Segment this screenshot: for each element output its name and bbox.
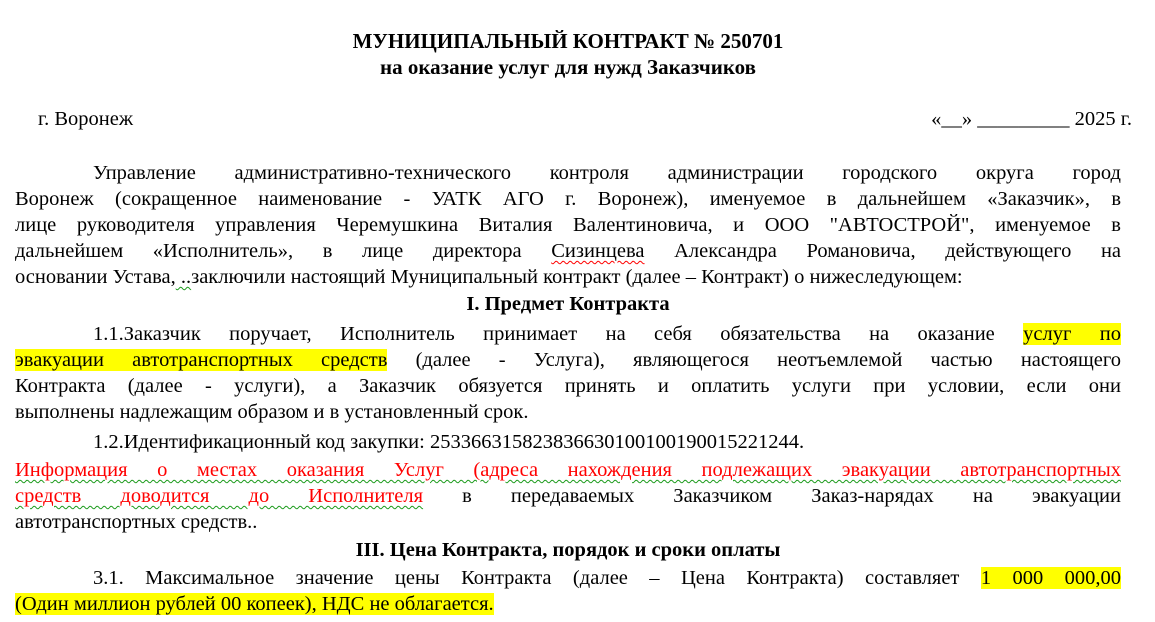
preamble-line-1: Управление административно-технического контроля администрации городского округа город <box>93 162 1121 184</box>
service-location-info-line-2 <box>15 483 1121 509</box>
preamble-line-5 <box>15 264 1125 290</box>
city: г. Воронеж <box>38 108 134 130</box>
preamble-line-4 <box>15 238 1121 264</box>
clause-1-1-line-2 <box>15 347 1121 373</box>
section-3-heading: III. Цена Контракта, порядок и сроки оплаты <box>355 539 781 561</box>
service-location-info-line-3: автотранспортных средств.. <box>15 511 258 533</box>
clause-1-1-text: 1.1.Заказчик поручает, Исполнитель принимает на себя обязательства на оказание <box>93 323 995 345</box>
grammar-flagged-punctuation: .. <box>175 266 192 288</box>
preamble-line-2: Воронеж (сокращенное наименование - УАТК АГО г. Воронеж), именуемое в дальнейшем «Заказчик», в <box>15 188 1121 210</box>
preamble-line-4-part-1: дальнейшем «Исполнитель», в лице директора <box>15 240 522 262</box>
contract-subtitle: на оказание услуг для нужд Заказчиков <box>380 55 756 79</box>
highlighted-service: услуг по <box>1023 323 1122 345</box>
clause-3-1-line-1 <box>93 565 1121 591</box>
section-1-heading: I. Предмет Контракта <box>466 293 670 315</box>
preamble-line-5-part-1: основании Устава, <box>15 266 176 288</box>
service-location-info-line-1-text: Информация о местах оказания Услуг (адреса нахождения подлежащих эвакуации автотранспортных <box>15 459 1121 481</box>
service-location-info-line-2-text: в передаваемых Заказчиком Заказ-нарядах на эвакуации <box>462 485 1122 507</box>
clause-3-1-text: 3.1. Максимальное значение цены Контракта (далее – Цена Контракта) составляет <box>93 567 960 589</box>
service-location-info-line-1 <box>15 457 1121 483</box>
preamble-line-5-part-3: заключили настоящий Муниципальный контракт (далее – Контракт) о нижеследующем: <box>191 266 963 288</box>
spelling-flagged-word: Сизинцева <box>551 240 645 262</box>
clause-1-1-line-3: Контракта (далее - услуги), а Заказчик обязуется принять и оплатить услуги при условии, если они <box>15 375 1121 397</box>
service-location-info-line-2-red: средств доводится до Исполнителя <box>15 485 424 507</box>
highlighted-service-cont: эвакуации автотранспортных средств <box>15 349 388 371</box>
clause-1-1-line-4: выполнены надлежащим образом и в установленный срок. <box>15 401 529 423</box>
preamble-line-4-part-3: Александра Романовича, действующего на <box>674 240 1122 262</box>
contract-title: МУНИЦИПАЛЬНЫЙ КОНТРАКТ № 250701 <box>352 29 784 53</box>
highlighted-price-words: (Один миллион рублей 00 копеек), НДС не облагается. <box>15 593 494 615</box>
clause-3-1-line-2 <box>15 591 1121 617</box>
preamble-line-3: лице руководителя управления Черемушкина Виталия Валентиновича, и ООО "АВТОСТРОЙ", именуемое в <box>15 214 1121 236</box>
clause-1-2: 1.2.Идентификационный код закупки: 253366315823836630100100190015221244. <box>93 431 805 453</box>
clause-1-1-line-2-text: (далее - Услуга), являющегося неотъемлемой частью настоящего <box>415 349 1121 371</box>
contract-date: «__» _________ 2025 г. <box>931 108 1132 130</box>
highlighted-price: 1 000 000,00 <box>980 567 1122 589</box>
clause-1-1-line-1 <box>93 321 1121 347</box>
